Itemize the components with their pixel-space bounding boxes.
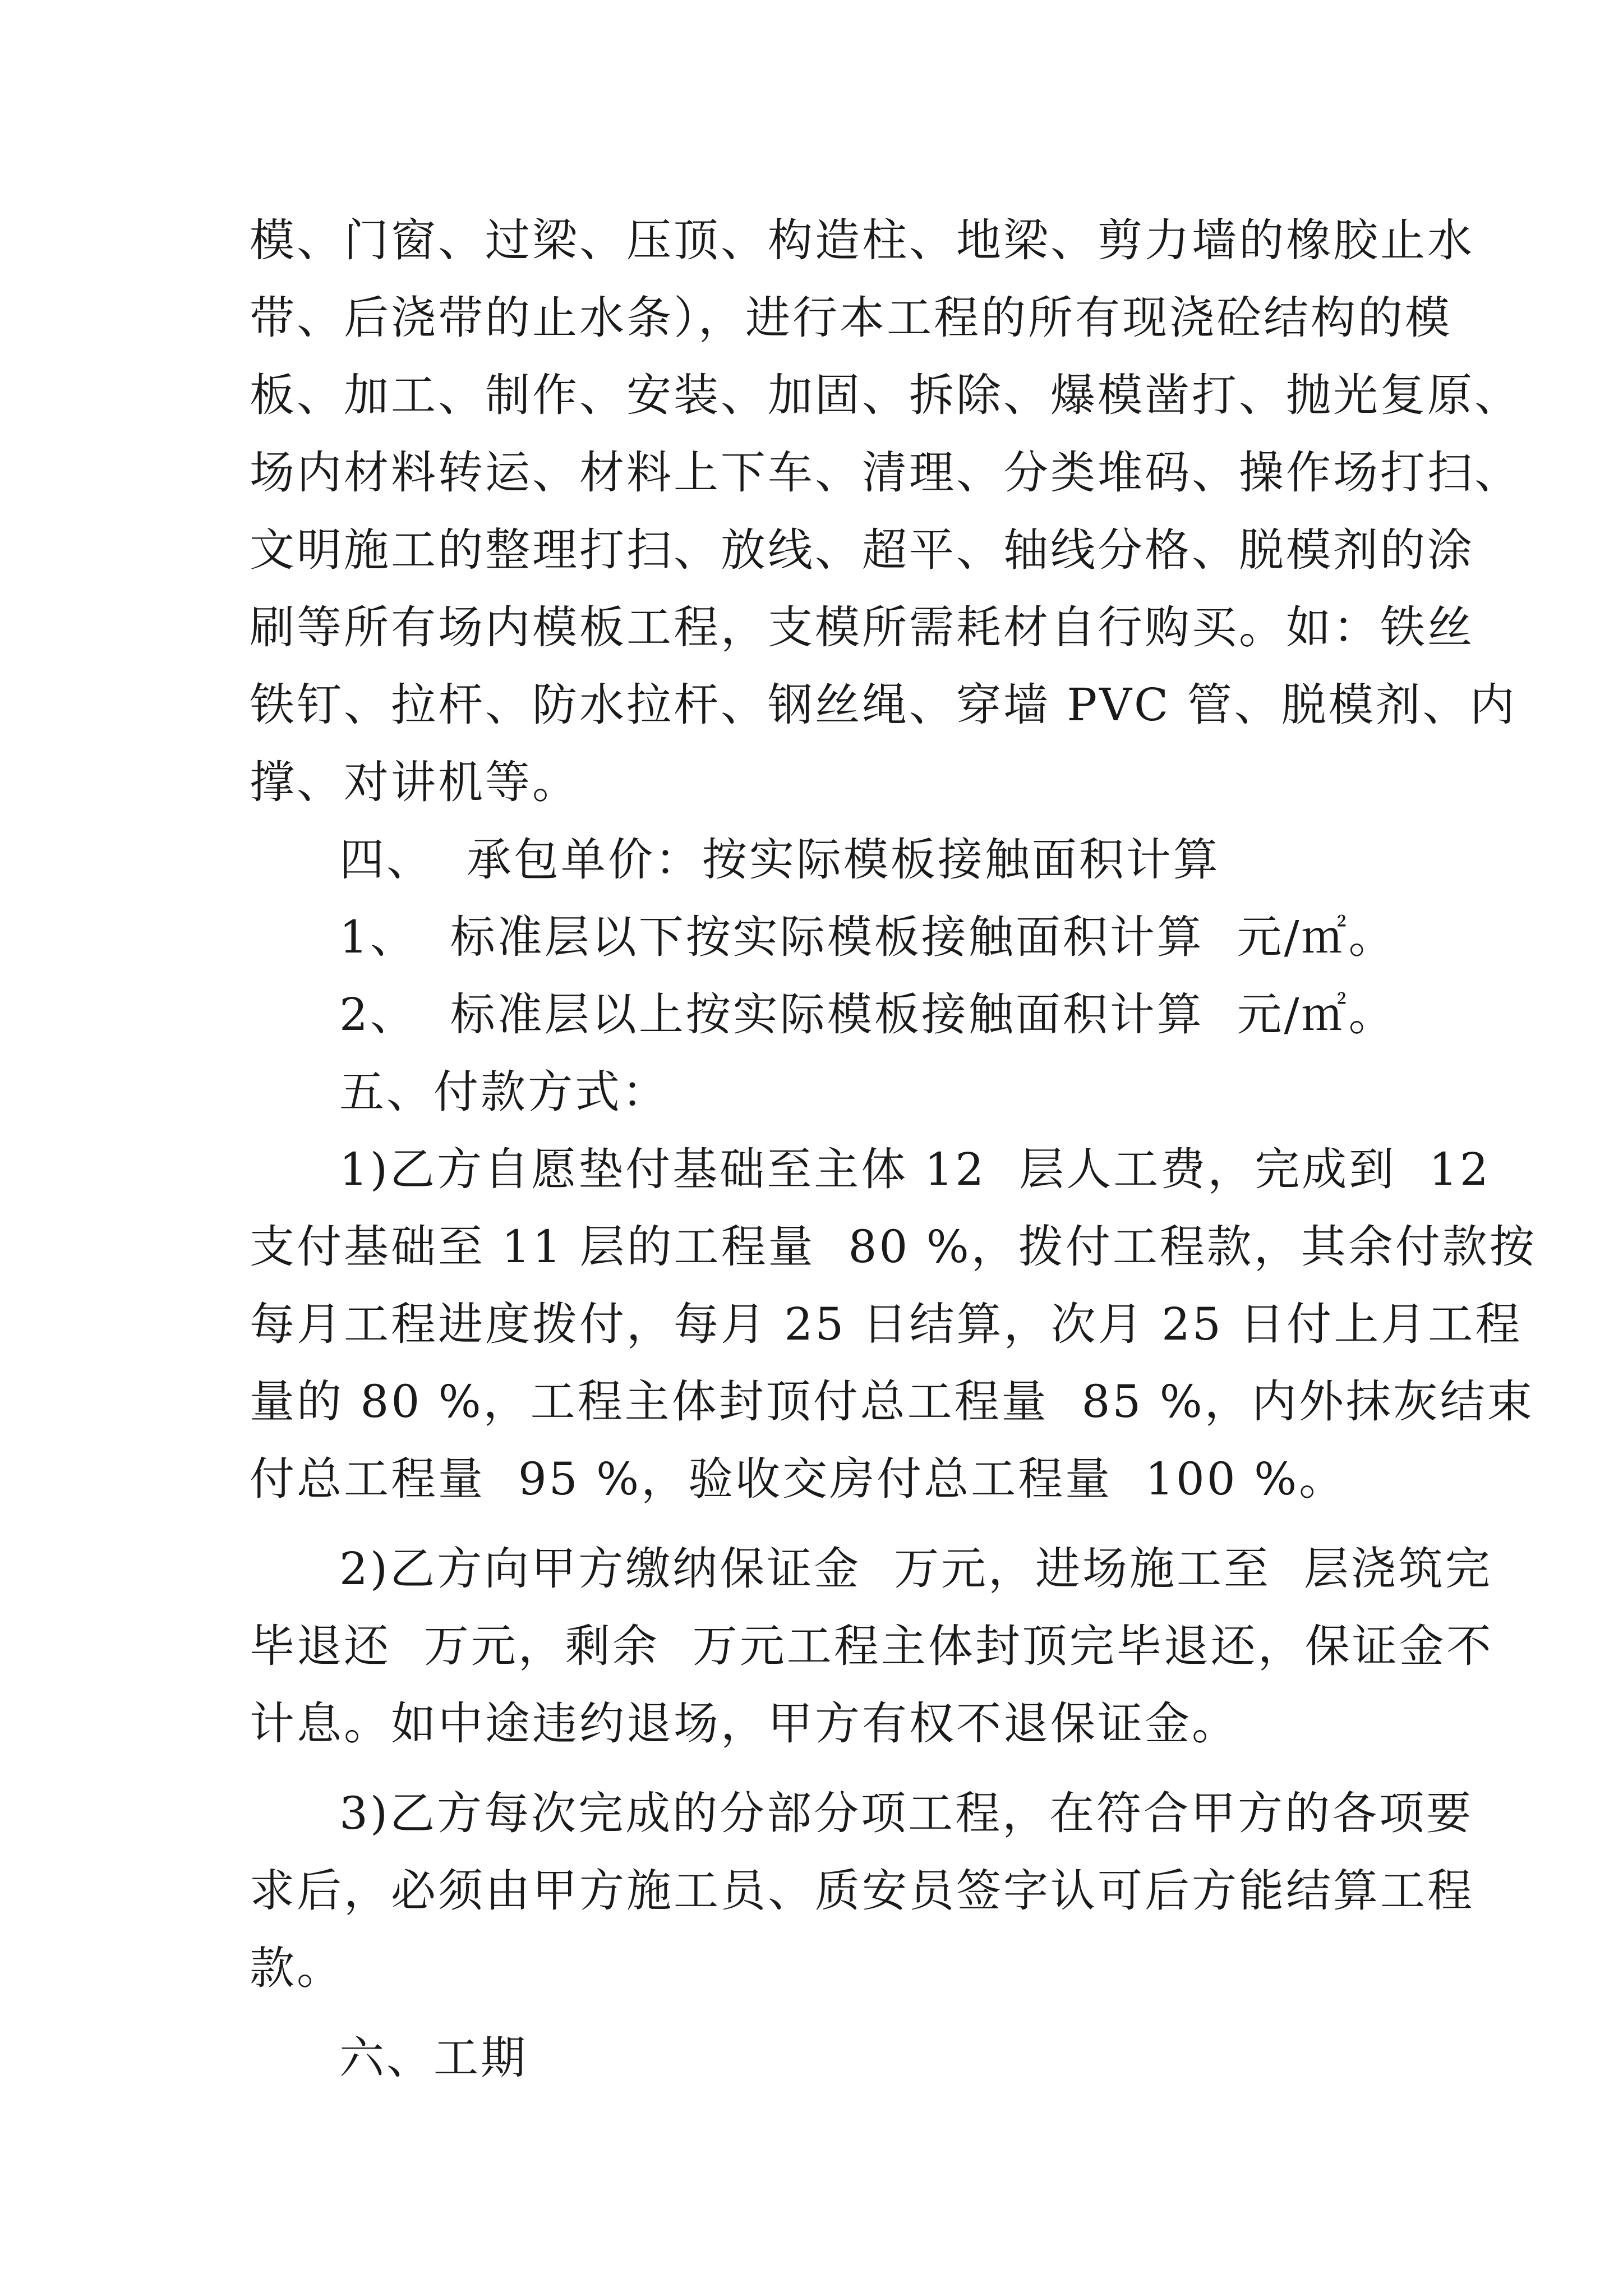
text-line: 铁钉、拉杆、防水拉杆、钢丝绳、穿墙 PVC 管、脱模剂、内 [250,679,1517,731]
text-line: 每月工程进度拨付，每月 25 日结算，次月 25 日付上月工程 [250,1298,1523,1350]
text-line: 毕退还 万元，剩余 万元工程主体封顶完毕退还，保证金不 [250,1620,1493,1672]
list-item: 2、 标准层以上按实际模板接触面积计算 元/㎡。 [339,988,1396,1041]
text-line: 量的 80 %，工程主体封顶付总工程量 85 %，内外抹灰结束 [250,1375,1534,1428]
text-line: 模、门窗、过梁、压顶、构造柱、地梁、剪力墙的橡胶止水 [250,214,1474,266]
text-line: 文明施工的整理打扫、放线、超平、轴线分格、脱模剂的涂 [250,524,1474,576]
document-body [250,202,1537,2097]
text-line: 付总工程量 95 %，验收交房付总工程量 100 %。 [250,1453,1347,1505]
text-line: 带、后浇带的止水条），进行本工程的所有现浇砼结构的模 [250,292,1452,344]
text-line: 支付基础至 11 层的工程量 80 %，拨付工程款，其余付款按 [250,1221,1537,1273]
section-heading: 四、 承包单价：按实际模板接触面积计算 [339,834,1220,886]
text-line: 计息。如中途违约退场，甲方有权不退保证金。 [250,1697,1239,1750]
list-item: 1、 标准层以下按实际模板接触面积计算 元/㎡。 [339,911,1396,963]
paragraph-start: 3)乙方每次完成的分部分项工程，在符合甲方的各项要 [339,1787,1474,1839]
text-line: 场内材料转运、材料上下车、清理、分类堆码、操作场打扫、 [250,447,1521,499]
text-line: 款。 [250,1942,344,1994]
text-line: 板、加工、制作、安装、加固、拆除、爆模凿打、抛光复原、 [250,369,1521,421]
paragraph-start: 2)乙方向甲方缴纳保证金 万元，进场施工至 层浇筑完 [339,1543,1492,1595]
text-line: 求后，必须由甲方施工员、质安员签字认可后方能结算工程 [250,1865,1474,1917]
text-line: 刷等所有场内模板工程，支模所需耗材自行购买。如：铁丝 [250,601,1474,654]
text-line: 撑、对讲机等。 [250,756,579,808]
paragraph-start: 1)乙方自愿垫付基础至主体 12 层人工费，完成到 12 [339,1143,1491,1195]
section-heading: 六、工期 [339,2032,528,2084]
section-heading: 五、付款方式： [339,1066,669,1118]
